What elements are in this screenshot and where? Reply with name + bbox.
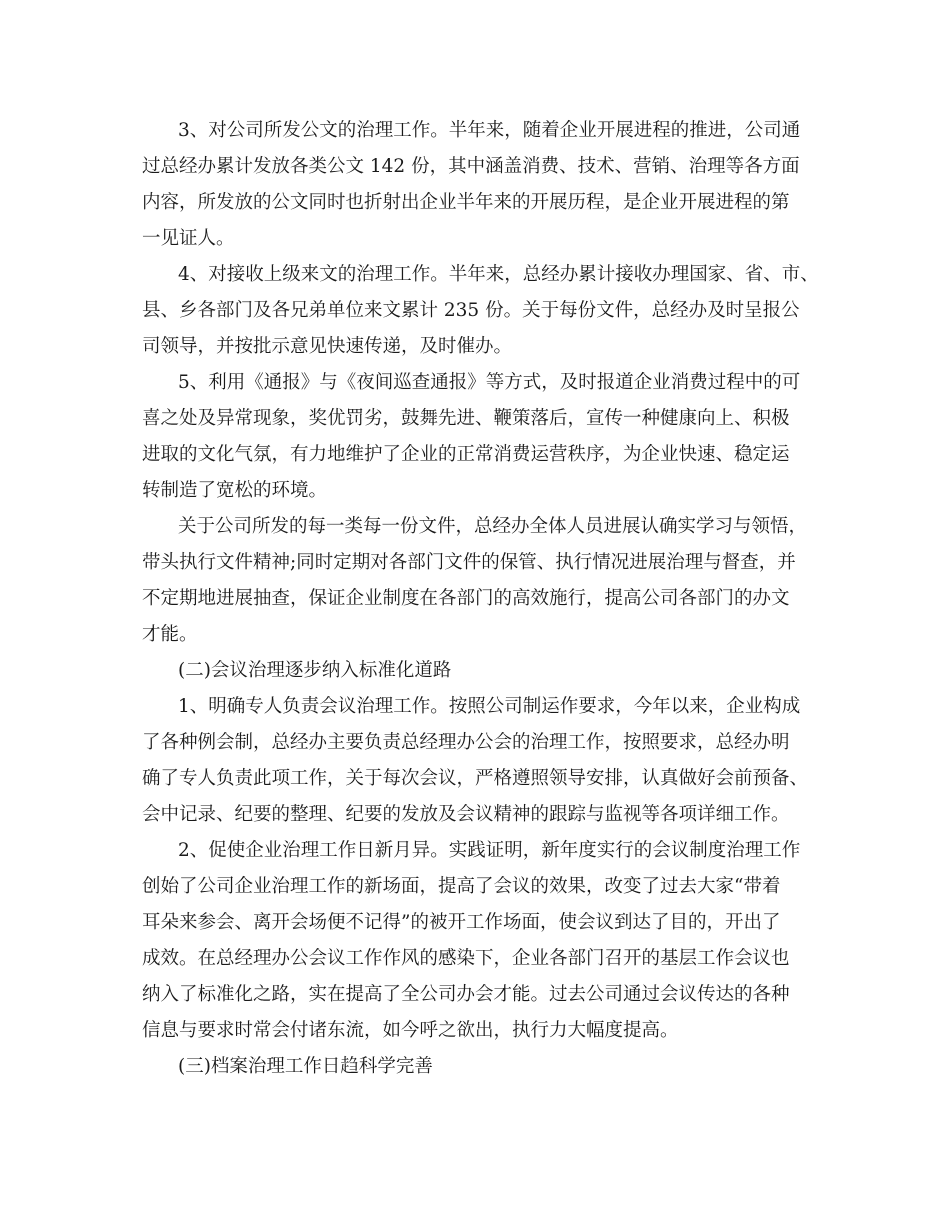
text-line: 耳朵来参会、离开会场便不记得”的被开工作场面，使会议到达了目的，开出了 <box>142 912 781 933</box>
text-line: 县、乡各部门及各兄弟单位来文累计 235 份。关于每份文件，总经办及时呈报公 <box>142 300 800 321</box>
text-line: 5、利用《通报》与《夜间巡查通报》等方式，及时报道企业消费过程中的可 <box>178 372 801 393</box>
text-line: 成效。在总经理办公会议工作作风的感染下，企业各部门召开的基层工作会议也 <box>142 948 790 969</box>
text-line: 喜之处及异常现象，奖优罚劣，鼓舞先进、鞭策落后，宣传一种健康向上、积极 <box>142 408 790 429</box>
text-line: 3、对公司所发公文的治理工作。半年来，随着企业开展进程的推进，公司通 <box>178 120 801 141</box>
text-line: 进取的文化气氛，有力地维护了企业的正常消费运营秩序，为企业快速、稳定运 <box>142 444 790 465</box>
text-line: 创始了公司企业治理工作的新场面，提高了会议的效果，改变了过去大家“带着 <box>142 876 781 897</box>
text-line: 确了专人负责此项工作，关于每次会议，严格遵照领导安排，认真做好会前预备、 <box>142 768 809 789</box>
section-heading: (三)档案治理工作日趋科学完善 <box>178 1056 433 1077</box>
text-line: 才能。 <box>142 624 198 645</box>
text-line: 会中记录、纪要的整理、纪要的发放及会议精神的跟踪与监视等各项详细工作。 <box>142 804 790 825</box>
text-line: 4、对接收上级来文的治理工作。半年来，总经办累计接收办理国家、省、市、 <box>178 264 819 285</box>
text-line: 1、明确专人负责会议治理工作。按照公司制运作要求，今年以来，企业构成 <box>178 696 801 717</box>
text-line: 司领导，并按批示意见快速传递，及时催办。 <box>142 336 513 357</box>
section-heading: (二)会议治理逐步纳入标准化道路 <box>178 660 452 681</box>
text-line: 信息与要求时常会付诸东流，如今呼之欲出，执行力大幅度提高。 <box>142 1020 679 1041</box>
text-line: 了各种例会制，总经办主要负责总经理办公会的治理工作，按照要求，总经办明 <box>142 732 790 753</box>
text-line: 转制造了宽松的环境。 <box>142 480 328 501</box>
text-line: 不定期地进展抽查，保证企业制度在各部门的高效施行，提高公司各部门的办文 <box>142 588 790 609</box>
text-line: 2、促使企业治理工作日新月异。实践证明，新年度实行的会议制度治理工作 <box>178 840 801 861</box>
text-line: 过总经办累计发放各类公文 142 份，其中涵盖消费、技术、营销、治理等各方面 <box>142 156 800 177</box>
text-line: 纳入了标准化之路，实在提高了全公司办会才能。过去公司通过会议传达的各种 <box>142 984 790 1005</box>
text-line: 带头执行文件精神;同时定期对各部门文件的保管、执行情况进展治理与督查，并 <box>142 552 796 573</box>
text-line: 一见证人。 <box>142 228 235 249</box>
text-line: 关于公司所发的每一类每一份文件，总经办全体人员进展认确实学习与领悟， <box>178 516 808 537</box>
text-line: 内容，所发放的公文同时也折射出企业半年来的开展历程，是企业开展进程的第 <box>142 192 790 213</box>
